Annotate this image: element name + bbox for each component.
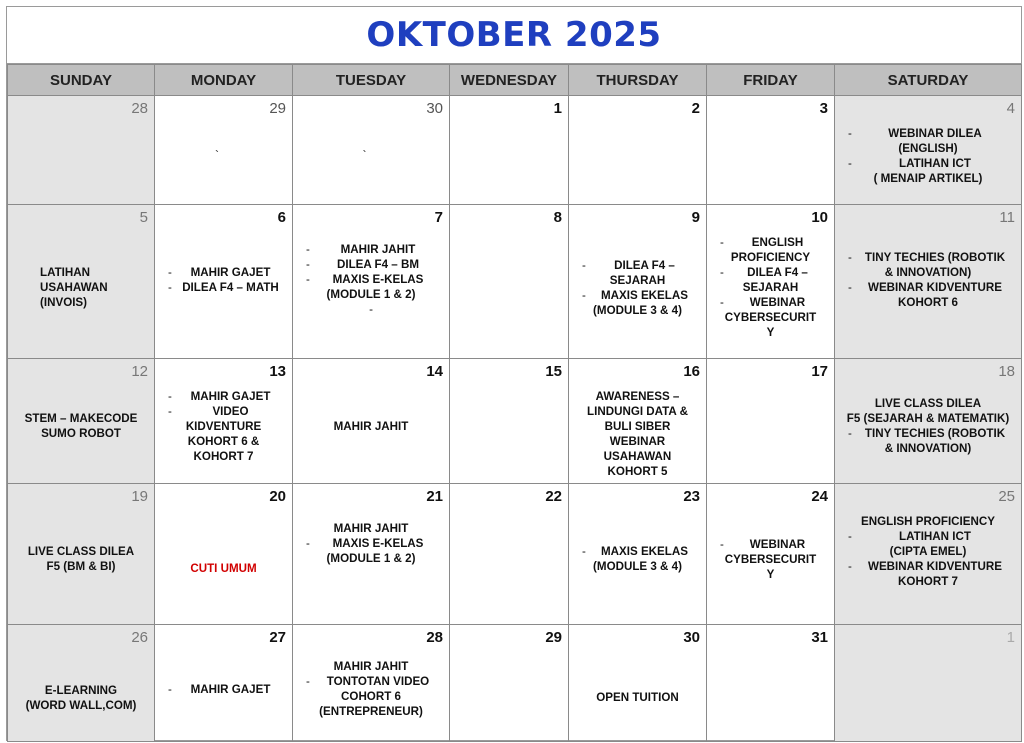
event-line: - [369,303,373,316]
day-cell [835,205,1022,359]
day-cell [835,359,1022,484]
event-line: - MAXIS E-KELAS [296,536,446,551]
event-list [710,537,831,582]
event-line: ` [362,148,367,162]
event-list [11,544,151,574]
event-line: - LATIHAN ICT [838,156,1018,171]
event-line: (MODULE 1 & 2) [326,288,416,301]
day-cell [293,484,450,625]
day-number: 10 [811,209,828,226]
day-cell [293,205,450,359]
event-line: - WEBINAR [710,295,831,310]
day-cell [835,96,1022,205]
day-number: 11 [999,209,1015,226]
event-line: KOHORT 7 [898,575,958,588]
event-line: (ENGLISH) [898,142,958,155]
event-line: Y [766,326,775,339]
event-line: ( MENAIP ARTIKEL) [873,172,983,185]
weekday-header: FRIDAY [707,65,835,96]
day-cell [707,359,835,484]
event-line: - DILEA F4 – [710,265,831,280]
day-number: 27 [269,629,286,646]
event-line: F5 (SEJARAH & MATEMATIK) [846,412,1010,425]
day-number: 31 [811,629,828,646]
day-number: 6 [277,209,286,226]
event-line: ` [215,148,219,162]
day-cell [450,96,569,205]
day-number: 1 [1006,629,1015,646]
event-line: - MAXIS EKELAS [572,288,703,303]
day-number: 29 [269,100,286,117]
event-line: LIVE CLASS DILEA [27,545,135,558]
calendar-title: OKTOBER 2025 [7,7,1021,64]
event-line: - WEBINAR [710,537,831,552]
event-line: WEBINAR [609,435,666,448]
event-line: KIDVENTURE [185,420,262,433]
day-number: 28 [426,629,443,646]
day-number: 2 [691,100,700,117]
day-number: 30 [426,100,443,117]
day-cell [707,625,835,742]
event-list [283,148,446,163]
event-line: KOHORT 6 [898,296,958,309]
week-row [8,96,1022,205]
day-cell [155,96,293,205]
event-line: - MAHIR GAJET [158,682,289,697]
event-line: - MAXIS EKELAS [572,544,703,559]
day-cell [569,625,707,742]
event-line: LIVE CLASS DILEA [874,397,982,410]
event-line: (ENTREPRENEUR) [319,705,423,718]
event-line: - MAHIR JAHIT [296,242,446,257]
day-cell [707,484,835,625]
event-list [572,258,703,318]
event-line: CYBERSECURIT [724,553,817,566]
event-line: - MAHIR GAJET [158,265,289,280]
calendar-sheet [6,6,1022,741]
day-number: 28 [131,100,148,117]
weekday-header: THURSDAY [569,65,707,96]
day-cell [155,359,293,484]
day-cell [707,96,835,205]
event-line: MAHIR JAHIT [333,522,409,535]
event-line: Y [766,568,775,581]
day-number: 16 [683,363,700,380]
day-cell [835,625,1022,742]
day-number: 18 [998,363,1015,380]
event-line: (MODULE 3 & 4) [593,304,682,317]
event-line: - LATIHAN ICT [838,529,1018,544]
event-line: CYBERSECURIT [724,311,817,324]
event-line: USAHAWAN [603,450,672,463]
day-number: 17 [811,363,828,380]
day-number: 3 [819,100,828,117]
weekday-header: MONDAY [155,65,293,96]
event-line: MAHIR JAHIT [333,660,409,673]
event-line: ENGLISH PROFICIENCY [861,515,995,528]
day-cell [8,205,155,359]
event-line: & INNOVATION) [884,266,972,279]
event-line: (MODULE 1 & 2) [326,552,416,565]
day-cell [707,205,835,359]
event-line: BULI SIBER [604,420,671,433]
day-cell [8,625,155,742]
day-number: 26 [131,629,148,646]
event-line: & INNOVATION) [884,442,972,455]
event-line: - MAHIR GAJET [158,389,289,404]
event-line: E-LEARNING [44,684,118,697]
day-cell [8,96,155,205]
day-number: 14 [426,363,443,380]
day-cell [293,359,450,484]
day-cell [450,625,569,742]
event-list [296,659,446,719]
day-number: 9 [691,209,700,226]
day-cell [569,359,707,484]
event-line: SUMO ROBOT [41,427,121,440]
day-cell [569,96,707,205]
weekday-header: WEDNESDAY [450,65,569,96]
event-line: (INVOIS) [40,296,88,309]
day-cell [155,484,293,625]
week-row [8,205,1022,359]
event-list [158,389,289,464]
event-line: - TINY TECHIES (ROBOTIK [838,250,1018,265]
event-line: PROFICIENCY [730,251,811,264]
event-list [158,561,289,576]
event-list [158,265,289,295]
day-cell [155,625,293,742]
event-line: COHORT 6 [341,690,401,703]
event-list [296,521,446,566]
week-row [8,484,1022,625]
day-number: 5 [139,209,148,226]
event-line: KOHORT 6 & [187,435,260,448]
holiday-label: CUTI UMUM [190,562,257,575]
event-line: KOHORT 5 [607,465,668,478]
event-line: - VIDEO [158,404,289,419]
week-row [8,625,1022,742]
event-list [572,389,703,479]
day-cell [293,96,450,205]
event-list [145,148,289,163]
event-list [11,411,151,441]
day-cell [835,484,1022,625]
event-line: STEM – MAKECODE [24,412,138,425]
event-line: - WEBINAR KIDVENTURE [838,280,1018,295]
day-cell [155,205,293,359]
event-line: - TONTOTAN VIDEO [296,674,446,689]
event-line: F5 (BM & BI) [46,560,116,573]
event-line: LINDUNGI DATA & [587,405,688,418]
weekday-header: SUNDAY [8,65,155,96]
day-number: 24 [811,488,828,505]
event-line: KOHORT 7 [193,450,254,463]
event-list [158,682,289,697]
day-number: 21 [426,488,443,505]
weekday-header: TUESDAY [293,65,450,96]
event-line: USAHAWAN [40,281,108,294]
event-list [572,690,703,705]
event-line: LATIHAN [40,266,91,279]
day-cell [8,359,155,484]
day-number: 4 [1006,100,1015,117]
day-number: 25 [998,488,1015,505]
event-line: - DILEA F4 – BM [296,257,446,272]
event-line: - WEBINAR KIDVENTURE [838,559,1018,574]
event-line: SEJARAH [742,281,799,294]
event-line: SEJARAH [609,274,666,287]
day-cell [569,205,707,359]
event-line: MAHIR JAHIT [333,420,409,433]
event-line: - DILEA F4 – MATH [158,280,289,295]
event-line: (WORD WALL,COM) [25,699,137,712]
day-cell [450,359,569,484]
event-line: - MAXIS E-KELAS [296,272,446,287]
event-line: - TINY TECHIES (ROBOTIK [838,426,1018,441]
day-number: 8 [553,209,562,226]
day-number: 22 [545,488,562,505]
event-line: AWARENESS – [595,390,680,403]
event-list [572,544,703,574]
day-number: 23 [683,488,700,505]
event-list [296,419,446,434]
week-row [8,359,1022,484]
event-line: (MODULE 3 & 4) [593,560,682,573]
weekday-header-row [8,65,1022,96]
day-cell [569,484,707,625]
day-cell [450,205,569,359]
event-line: OPEN TUITION [596,691,679,704]
day-number: 19 [131,488,148,505]
day-number: 13 [269,363,286,380]
day-cell [293,625,450,742]
event-list [838,126,1018,186]
calendar-grid [7,64,1022,742]
event-list [710,235,831,340]
day-cell [8,484,155,625]
day-number: 29 [545,629,562,646]
day-number: 1 [553,100,562,117]
day-number: 12 [131,363,148,380]
event-list [40,265,151,310]
event-list [838,514,1018,589]
event-list [296,242,446,317]
day-number: 30 [683,629,700,646]
day-number: 15 [545,363,562,380]
event-line: - ENGLISH [710,235,831,250]
day-number: 20 [269,488,286,505]
day-cell [450,484,569,625]
event-line: (CIPTA EMEL) [889,545,967,558]
weekday-header: SATURDAY [835,65,1022,96]
event-line: - DILEA F4 – [572,258,703,273]
event-list [838,396,1018,456]
event-list [11,683,151,713]
event-list [838,250,1018,310]
day-number: 7 [434,209,443,226]
event-line: - WEBINAR DILEA [838,126,1018,141]
